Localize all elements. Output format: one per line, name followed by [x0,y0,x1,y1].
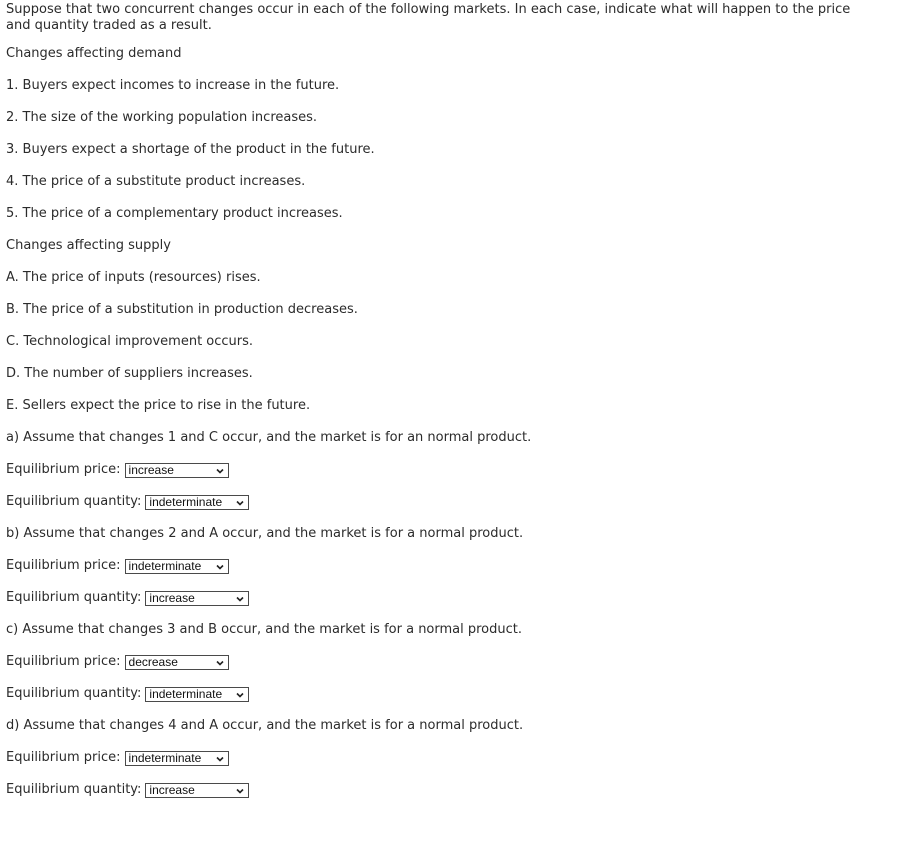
supply-item: A. The price of inputs (resources) rises. [6,270,261,285]
question-a-prompt: a) Assume that changes 1 and C occur, and the market is for an normal product. [6,430,532,445]
question-b-quantity-row [6,590,895,606]
demand-item: 5. The price of a complementary product increases. [6,206,343,221]
question-d-price-select[interactable] [125,751,229,766]
question-b-price-select[interactable] [125,559,229,574]
question-c-quantity-row [6,686,895,702]
demand-item: 3. Buyers expect a shortage of the product in the future. [6,142,375,157]
selected-value: increase [149,590,195,605]
demand-item: 1. Buyers expect incomes to increase in the future. [6,78,340,93]
selected-value: decrease [128,654,178,669]
price-label: Equilibrium price: [6,750,121,765]
question-b-price-row [6,558,895,574]
chevron-down-icon [216,659,224,667]
question-c-price-select[interactable] [125,655,229,670]
chevron-down-icon [236,499,244,507]
question-c-price-row [6,654,895,670]
chevron-down-icon [216,467,224,475]
question-b-prompt: b) Assume that changes 2 and A occur, and the market is for a normal product. [6,526,524,541]
question-c-quantity-select[interactable] [145,687,249,702]
supply-heading: Changes affecting supply [6,238,171,253]
selected-value: increase [128,462,174,477]
selected-value: indeterminate [149,494,223,509]
demand-heading: Changes affecting demand [6,46,182,61]
chevron-down-icon [216,563,224,571]
intro-text: Suppose that two concurrent changes occur in each of the following markets. In each case, indicate what will happen to the price and quantity traded as a result. [6,2,851,33]
supply-item: E. Sellers expect the price to rise in the future. [6,398,311,413]
question-c-prompt: c) Assume that changes 3 and B occur, and the market is for a normal product. [6,622,523,637]
selected-value: indeterminate [149,686,223,701]
price-label: Equilibrium price: [6,462,121,477]
selected-value: indeterminate [128,750,202,765]
quantity-label: Equilibrium quantity: [6,494,142,509]
demand-item: 2. The size of the working population increases. [6,110,318,125]
price-label: Equilibrium price: [6,654,121,669]
question-d-quantity-row [6,782,895,798]
quantity-label: Equilibrium quantity: [6,686,142,701]
chevron-down-icon [236,595,244,603]
quantity-label: Equilibrium quantity: [6,782,142,797]
quantity-label: Equilibrium quantity: [6,590,142,605]
question-d-price-row [6,750,895,766]
question-d-quantity-select[interactable] [145,783,249,798]
question-a-price-select[interactable] [125,463,229,478]
question-a-price-row [6,462,895,478]
supply-item: C. Technological improvement occurs. [6,334,254,349]
selected-value: indeterminate [128,558,202,573]
supply-item: B. The price of a substitution in production decreases. [6,302,358,317]
question-a-quantity-select[interactable] [145,495,249,510]
question-b-quantity-select[interactable] [145,591,249,606]
selected-value: increase [149,782,195,797]
price-label: Equilibrium price: [6,558,121,573]
chevron-down-icon [236,787,244,795]
chevron-down-icon [216,755,224,763]
demand-item: 4. The price of a substitute product increases. [6,174,306,189]
question-d-prompt: d) Assume that changes 4 and A occur, and the market is for a normal product. [6,718,524,733]
chevron-down-icon [236,691,244,699]
question-a-quantity-row [6,494,895,510]
supply-item: D. The number of suppliers increases. [6,366,253,381]
